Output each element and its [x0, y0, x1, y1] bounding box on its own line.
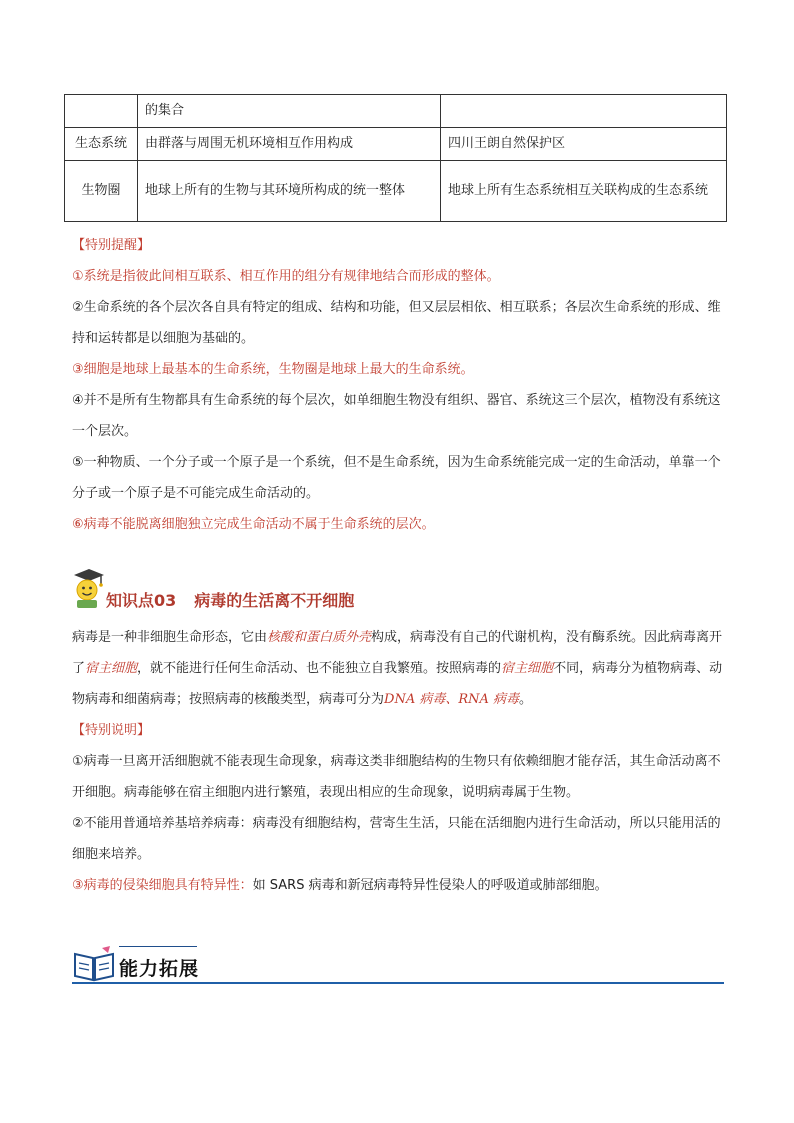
emphasis-text: 宿主细胞: [85, 661, 138, 676]
explain-item: [72, 870, 724, 901]
reminder-heading: 【特别提醒】: [72, 238, 151, 253]
reminder-item: ⑥病毒不能脱离细胞独立完成生命活动不属于生命系统的层次。: [72, 517, 435, 532]
student-cap-icon: [70, 566, 106, 610]
table-cell-level: 生物圈: [65, 161, 138, 222]
extension-title: 能力拓展: [119, 958, 200, 980]
emphasis-text: 宿主细胞: [501, 661, 554, 676]
knowledge-point-name: 病毒的生活离不开细胞: [194, 591, 355, 610]
ability-extension-header: [72, 944, 724, 986]
emphasis-text: DNA 病毒、RNA 病毒: [384, 692, 520, 707]
knowledge-point-title: [106, 588, 354, 611]
special-reminder: [72, 230, 724, 540]
table-cell-definition: 地球上所有的生物与其环境所构成的统一整体: [138, 161, 441, 222]
table-row: [65, 161, 727, 222]
explain-item: ②不能用普通培养基培养病毒：病毒没有细胞结构，营寄生生活，只能在活细胞内进行生命活动，所以只能用活的细胞来培养。: [72, 816, 721, 862]
text-run: 如 SARS 病毒和新冠病毒特异性侵染人的呼吸道或肺部细胞。: [252, 878, 608, 893]
virus-section: [72, 622, 724, 901]
reminder-item: ③细胞是地球上最基本的生命系统，生物圈是地球上最大的生命系统。: [72, 362, 474, 377]
table-cell-level: [65, 95, 138, 128]
life-levels-table: [64, 94, 727, 222]
virus-paragraph: [72, 622, 724, 715]
table-cell-example: 地球上所有生态系统相互关联构成的生态系统: [441, 161, 727, 222]
reminder-item: ④并不是所有生物都具有生命系统的每个层次，如单细胞生物没有组织、器官、系统这三个层次，植物没有系统这一个层次。: [72, 393, 721, 439]
knowledge-point-number: 知识点03: [106, 591, 177, 610]
table-cell-level: 生态系统: [65, 128, 138, 161]
emphasis-text: 核酸和蛋白质外壳: [267, 630, 372, 645]
reminder-item: ⑤一种物质、一个分子或一个原子是一个系统，但不是生命系统，因为生命系统能完成一定的生命活动，单靠一个分子或一个原子是不可能完成生命活动的。: [72, 455, 721, 501]
text-run: ，就不能进行任何生命活动、也不能独立自我繁殖。按照病毒的: [137, 661, 502, 676]
open-book-icon: [72, 944, 116, 984]
text-run: 。: [519, 692, 533, 707]
text-run: 构成，病毒没有自己的代谢机构，没有酶系统。因此病毒离开了: [72, 630, 723, 676]
reminder-item: ①系统是指彼此间相互联系、相互作用的组分有规律地结合而形成的整体。: [72, 269, 500, 284]
explain-heading: 【特别说明】: [72, 723, 151, 738]
table-cell-definition: 由群落与周围无机环境相互作用构成: [138, 128, 441, 161]
knowledge-point-header: [70, 566, 730, 610]
text-run: ③病毒的侵染细胞具有特异性：: [72, 878, 253, 893]
table-row: [65, 128, 727, 161]
table-row: [65, 95, 727, 128]
explain-item: ①病毒一旦离开活细胞就不能表现生命现象，病毒这类非细胞结构的生物只有依赖细胞才能存活，其生命活动离不开细胞。病毒能够在宿主细胞内进行繁殖，表现出相应的生命现象，说明病毒属于生物。: [72, 754, 721, 800]
header-underline: [72, 982, 724, 984]
reminder-item: ②生命系统的各个层次各自具有特定的组成、结构和功能，但又层层相依、相互联系；各层次生命系统的形成、维持和运转都是以细胞为基础的。: [72, 300, 721, 346]
table-cell-definition: 的集合: [138, 95, 441, 128]
table-cell-example: [441, 95, 727, 128]
table-cell-example: 四川王朗自然保护区: [441, 128, 727, 161]
text-run: 病毒是一种非细胞生命形态，它由: [72, 630, 268, 645]
header-top-line: [119, 946, 197, 947]
text-run: 不同，病毒分为植物病毒、动物病毒和细菌病毒；按照病毒的核酸类型，病毒可分为: [72, 661, 723, 707]
